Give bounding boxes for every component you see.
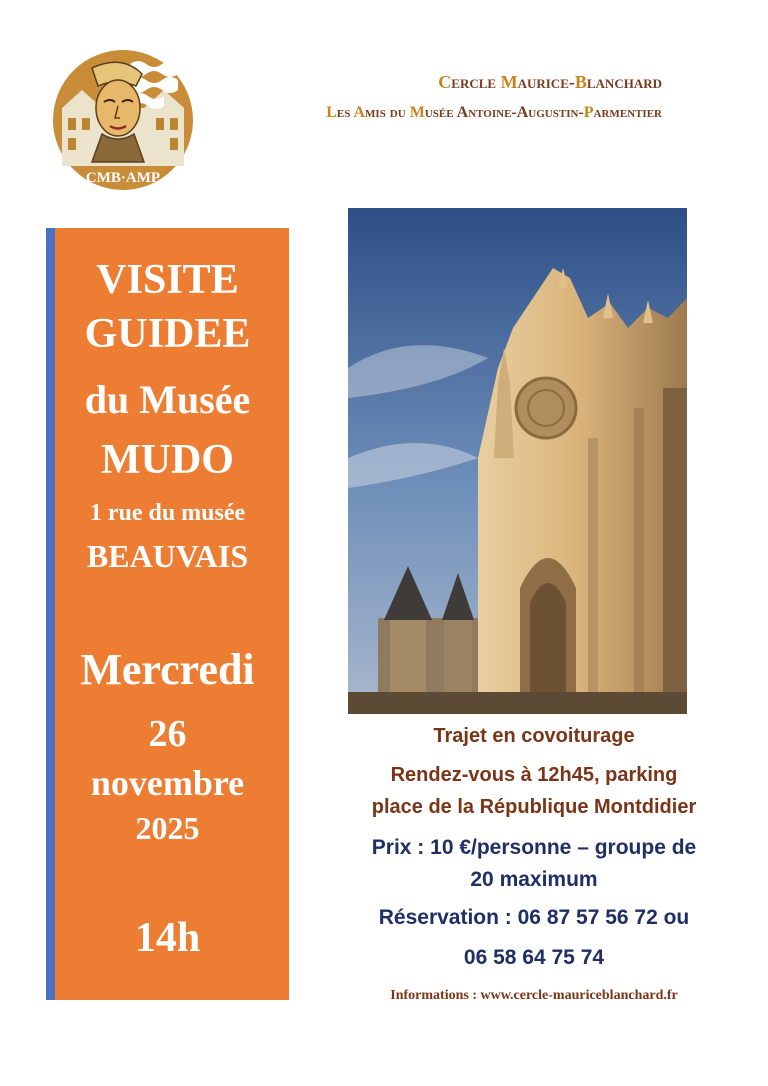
event-time: 14h (134, 915, 201, 961)
association-name: Cercle Maurice-Blanchard (438, 72, 662, 92)
title-mudo: MUDO (101, 437, 234, 483)
association-subtitle: Les Amis du Musée Antoine-Augustin-Parmentier (326, 104, 662, 121)
title-visite: VISITE (96, 257, 239, 303)
logo-text: CMB·AMP (85, 170, 161, 186)
website-info[interactable]: Informations : www.cercle-mauriceblanchard.fr (390, 988, 678, 1003)
meeting-line-2: place de la République Montdidier (371, 796, 697, 818)
reservation-line-1: Réservation : 06 87 57 56 72 ou (378, 906, 690, 929)
event-day: Mercredi (80, 645, 255, 694)
transport-info: Trajet en covoiturage (433, 725, 635, 747)
title-du-musee: du Musée (84, 377, 251, 422)
cathedral-photo (348, 208, 687, 714)
title-guidee: GUIDEE (84, 311, 251, 357)
price-line-2: 20 maximum (470, 868, 598, 891)
event-date-number: 26 (148, 713, 187, 755)
event-month: novembre (90, 763, 245, 803)
reservation-line-2: 06 58 64 75 74 (463, 946, 605, 969)
meeting-line-1: Rendez-vous à 12h45, parking (390, 764, 678, 786)
price-line-1: Prix : 10 €/personne – groupe de (371, 836, 697, 859)
cmb-amp-logo (52, 46, 194, 194)
museum-address: 1 rue du musée (89, 500, 246, 526)
museum-city: BEAUVAIS (86, 538, 249, 574)
event-year: 2025 (135, 810, 200, 846)
